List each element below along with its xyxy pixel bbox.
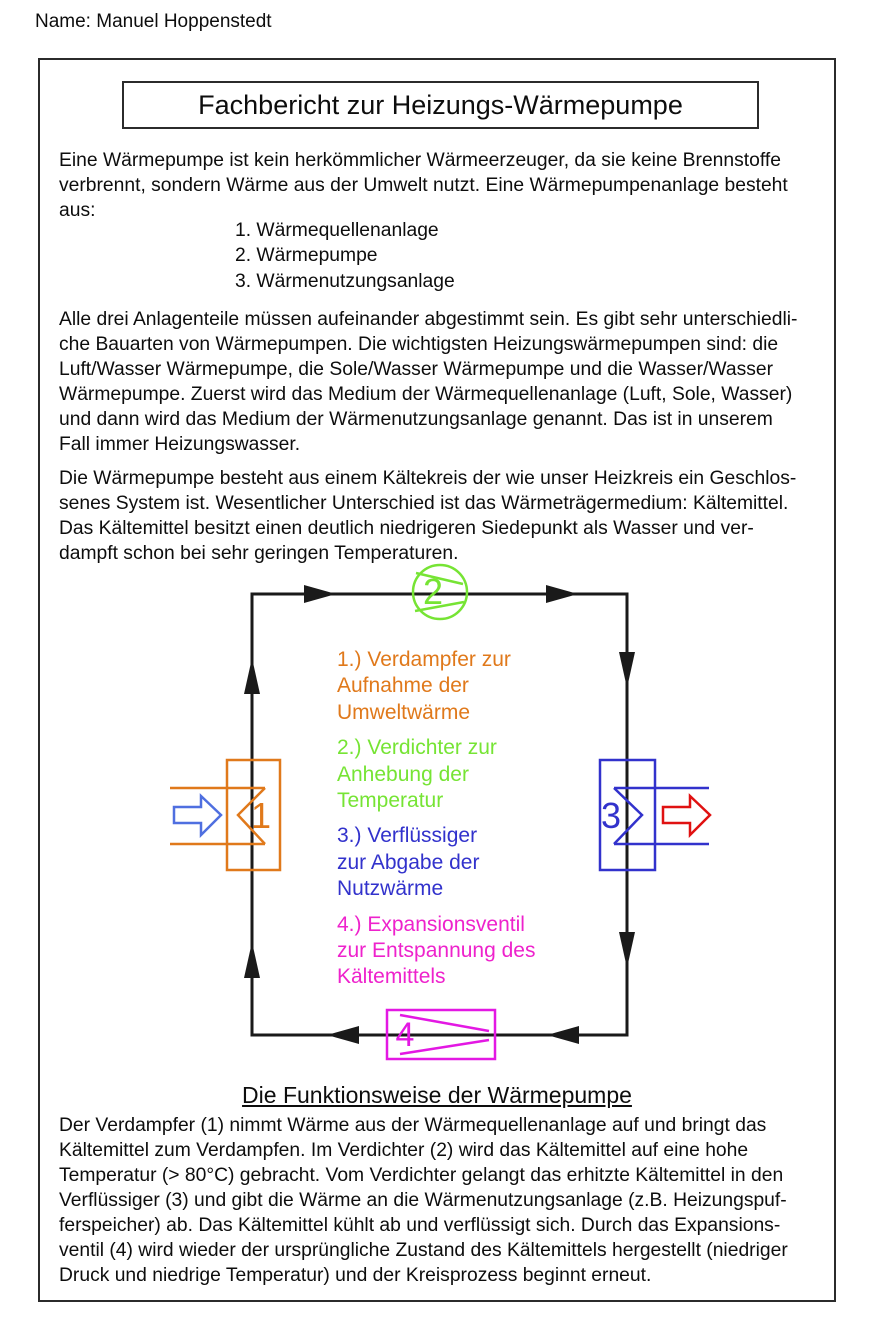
text-line: Umweltwärme [337,700,471,724]
text-line: Kältemittels [337,965,446,989]
text-line: Anhebung der [337,762,469,786]
text-line: Aufnahme der [337,674,469,698]
text-line: verbrennt, sondern Wärme aus der Umwelt nutzt. Eine Wärmepumpenanlage besteht [59,175,788,196]
text-line: Der Verdampfer (1) nimmt Wärme aus der Wärmequellenanlage auf und bringt das [59,1115,767,1136]
text-line: Die Wärmepumpe besteht aus einem Kältekreis der wie unser Heizkreis ein Geschlos- [59,468,797,489]
text-line: 2. Wärmepumpe [235,245,378,267]
text-line: Temperatur (> 80°C) gebracht. Vom Verdichter gelangt das erhitzte Kältemittel in den [59,1165,784,1186]
flow-arrow-up-icon [244,942,260,978]
text-line: 1.) Verdampfer zur [337,648,511,671]
legend-condenser [337,823,535,902]
text-line: ventil (4) wird wieder der ursprüngliche Zustand des Kältemittels hergestellt (niedriger [59,1240,788,1261]
heat-source-arrow-icon [174,796,221,835]
flow-arrow-right-icon [304,585,336,603]
flow-arrow-left-icon [547,1026,579,1044]
text-line: senes System ist. Wesentlicher Unterschied ist das Wärmeträgermedium: Kältemittel. [59,493,789,514]
flow-arrow-up-icon [244,658,260,694]
component-number-1: 1 [250,795,272,836]
text-line: aus: [59,200,96,221]
text-line: Eine Wärmepumpe ist kein herkömmlicher Wärmeerzeuger, da sie keine Brennstoffe [59,150,781,171]
text-line: Das Kältemittel besitzt einen deutlich niedrigeren Siedepunkt als Wasser und ver- [59,518,754,539]
report-title: Fachbericht zur Heizungs-Wärmepumpe [198,89,683,120]
flow-arrow-left-icon [327,1026,359,1044]
text-line: Druck und niedrige Temperatur) und der Kreisprozess beginnt erneut. [59,1265,652,1286]
text-line: Fall immer Heizungswasser. [59,434,301,455]
paragraph-function [59,1113,788,1288]
condenser-symbol [600,760,710,870]
flow-arrow-right-icon [546,585,578,603]
component-number-3: 3 [600,795,622,836]
flow-arrow-down-icon [619,932,635,968]
author-name-line: Name: Manuel Hoppenstedt [35,11,272,32]
text-line: Wärmepumpe. Zuerst wird das Medium der Wärmequellenanlage (Luft, Sole, Wasser) [59,384,793,405]
text-line: und dann wird das Medium der Wärmenutzungsanlage genannt. Das ist in unserem [59,409,773,430]
text-line: Temperatur [337,789,444,813]
diagram-legend [337,647,535,1000]
text-line: Luft/Wasser Wärmepumpe, die Sole/Wasser Wärmepumpe und die Wasser/Wasser [59,359,773,380]
text-line: Alle drei Anlagenteile müssen aufeinander abgestimmt sein. Es gibt sehr unterschiedli- [59,309,798,330]
text-line: 4.) Expansionsventil [337,912,525,936]
text-line: 2.) Verdichter zur [337,736,497,760]
text-line: zur Entspannung des [337,939,536,963]
text-line: ferspeicher) ab. Das Kältemittel kühlt ab und verflüssigt sich. Durch das Expansions- [59,1215,781,1236]
text-line: Verflüssiger (3) und gibt die Wärme an die Wärmenutzungsanlage (z.B. Heizungspuf- [59,1190,787,1211]
text-line: che Bauarten von Wärmepumpen. Die wichtigsten Heizungswärmepumpen sind: die [59,334,779,355]
legend-compressor [337,735,535,814]
component-number-4: 4 [395,1016,415,1054]
text-line: 1. Wärmequellenanlage [235,220,439,241]
legend-evaporator [337,647,535,726]
text-line: dampft schon bei sehr geringen Temperaturen. [59,543,459,564]
text-line: 3. Wärmenutzungsanlage [235,270,455,292]
compressor-symbol [413,565,467,619]
legend-expansion-valve [337,912,535,991]
evaporator-symbol [170,760,280,870]
section-heading-function: Die Funktionsweise der Wärmepumpe [242,1082,632,1108]
component-number-2: 2 [422,571,444,612]
text-line: Nutzwärme [337,877,444,901]
report-page-frame [38,58,836,1302]
heat-output-arrow-icon [663,796,710,835]
flow-arrow-down-icon [619,652,635,688]
text-line: zur Abgabe der [337,850,480,874]
text-line: 3.) Verflüssiger [337,824,478,848]
text-line: Kältemittel zum Verdampfen. Im Verdichter (2) wird das Kältemittel auf eine hohe [59,1140,749,1161]
